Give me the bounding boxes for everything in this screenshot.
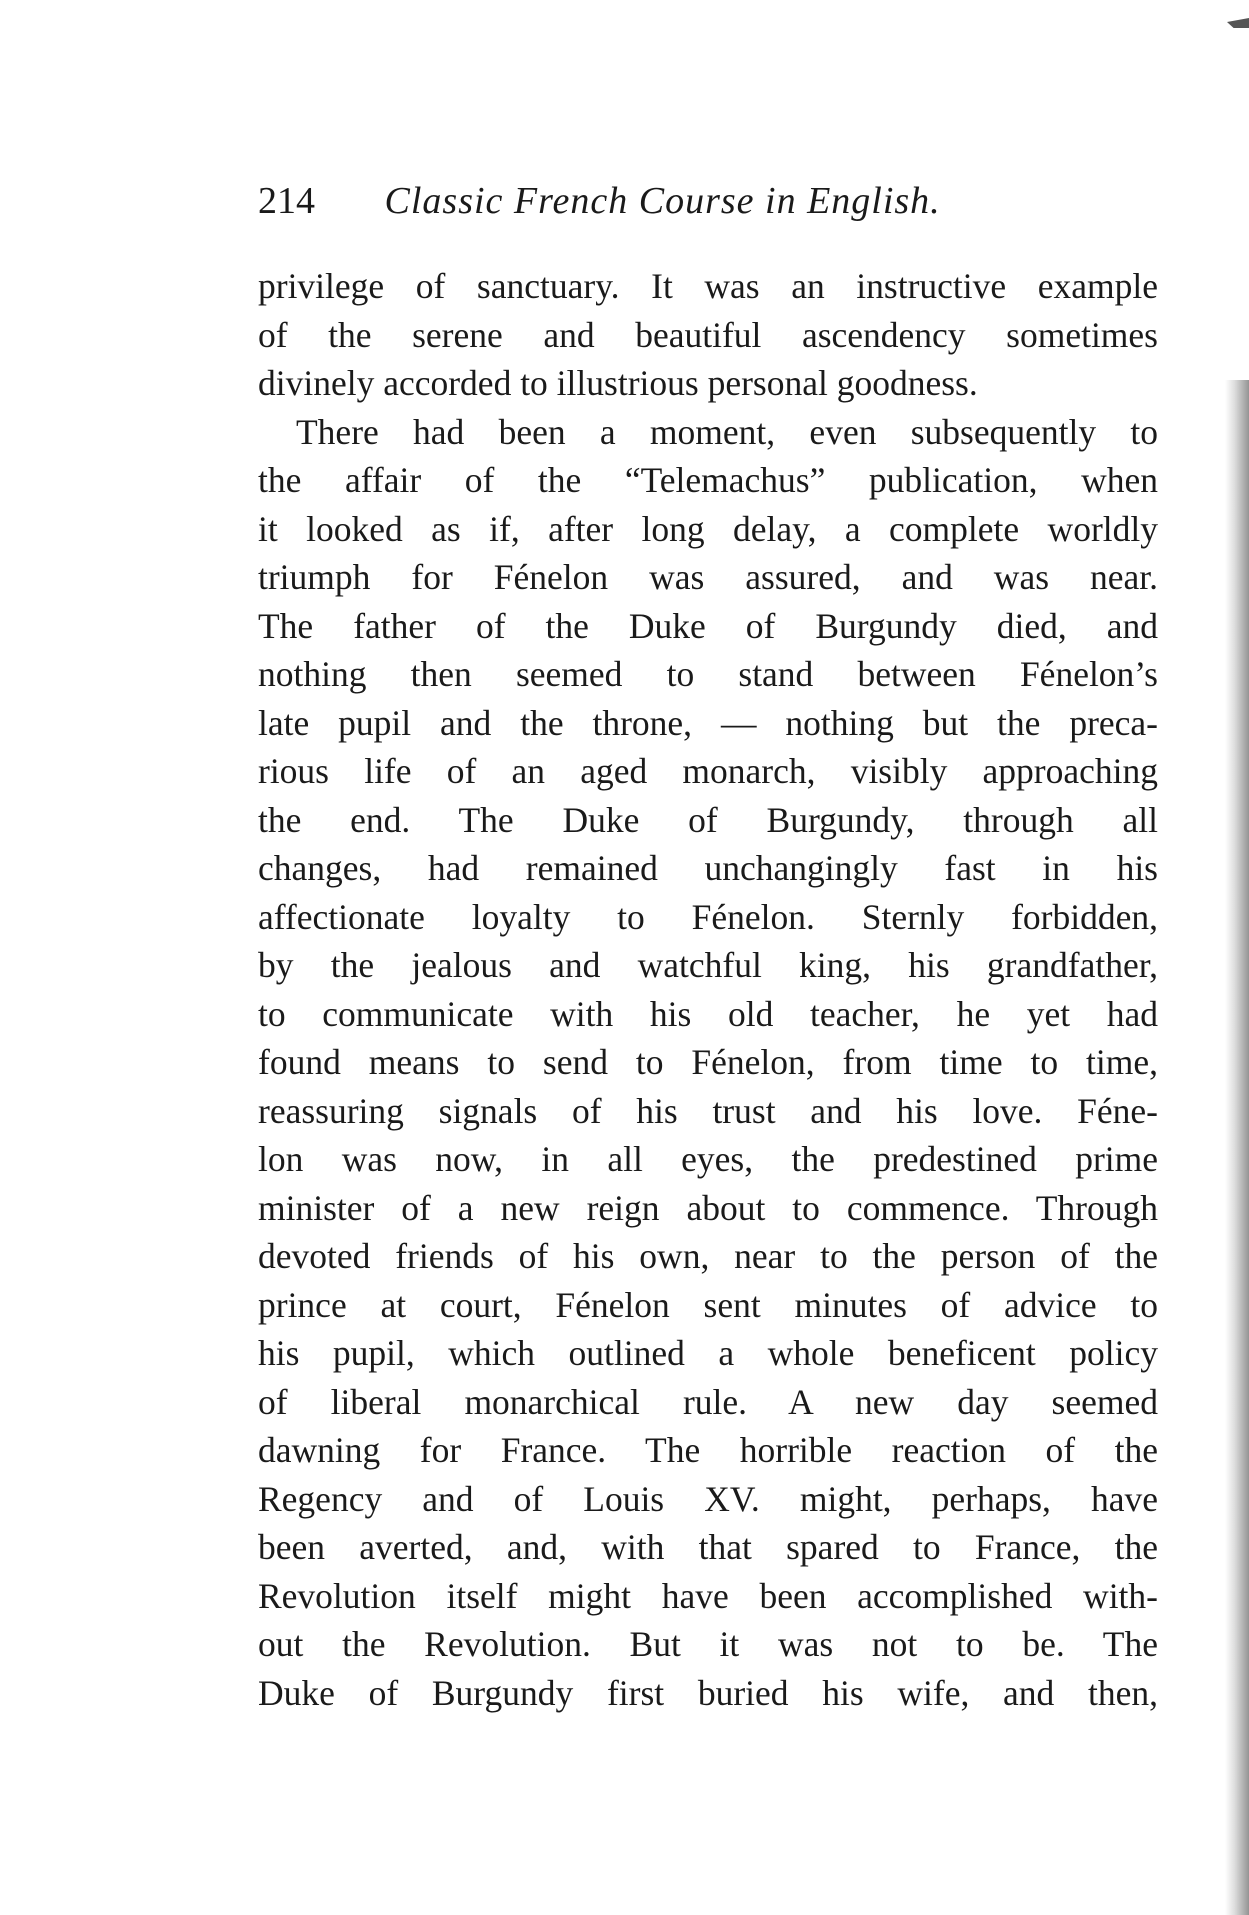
text-line: privilege of sanctuary. It was an instructive example	[258, 266, 1158, 306]
text-line: lon was now, in all eyes, the predestined prime	[258, 1139, 1158, 1179]
text-line: rious life of an aged monarch, visibly approaching	[258, 751, 1158, 791]
text-line: Duke of Burgundy first buried his wife, and then,	[258, 1672, 1158, 1713]
scan-edge-shadow	[1225, 380, 1249, 1915]
text-line: changes, had remained unchangingly fast in his	[258, 848, 1158, 888]
text-line: found means to send to Fénelon, from time to time,	[258, 1042, 1158, 1082]
text-line: minister of a new reign about to commence. Through	[258, 1187, 1158, 1228]
text-line: There had been a moment, even subsequently to	[296, 411, 1158, 452]
page-number: 214	[258, 180, 315, 222]
text-line: by the jealous and watchful king, his grandfather,	[258, 945, 1158, 985]
text-line: been averted, and, with that spared to France, the	[258, 1527, 1158, 1567]
scan-corner-mark	[1227, 18, 1249, 28]
text-line: triumph for Fénelon was assured, and was near.	[258, 557, 1158, 597]
text-line: the affair of the “Telemachus” publication, when	[258, 460, 1158, 500]
page-header	[258, 176, 1158, 226]
text-line: the end. The Duke of Burgundy, through all	[258, 799, 1158, 840]
body-text	[258, 262, 1158, 1717]
text-line: The father of the Duke of Burgundy died, and	[258, 605, 1158, 646]
text-line: prince at court, Fénelon sent minutes of advice to	[258, 1284, 1158, 1325]
text-line: to communicate with his old teacher, he yet had	[258, 993, 1158, 1034]
text-line: it looked as if, after long delay, a complete worldly	[258, 508, 1158, 549]
text-line: reassuring signals of his trust and his love. Féne-	[258, 1090, 1158, 1131]
text-line: dawning for France. The horrible reaction of the	[258, 1430, 1158, 1470]
text-line: nothing then seemed to stand between Fénelon’s	[258, 654, 1158, 694]
text-line: his pupil, which outlined a whole beneficent policy	[258, 1333, 1158, 1373]
text-line: late pupil and the throne, — nothing but the preca-	[258, 702, 1158, 743]
text-line: of the serene and beautiful ascendency sometimes	[258, 314, 1158, 355]
text-line: Revolution itself might have been accomplished with-	[258, 1575, 1158, 1616]
text-line: of liberal monarchical rule. A new day seemed	[258, 1381, 1158, 1422]
text-line: devoted friends of his own, near to the person of the	[258, 1236, 1158, 1276]
text-line: Regency and of Louis XV. might, perhaps, have	[258, 1478, 1158, 1519]
text-line: divinely accorded to illustrious personal goodness.	[258, 363, 978, 403]
running-title: Classic French Course in English.	[384, 180, 941, 222]
text-line: affectionate loyalty to Fénelon. Sternly forbidden,	[258, 896, 1158, 937]
text-line: out the Revolution. But it was not to be. The	[258, 1624, 1158, 1664]
